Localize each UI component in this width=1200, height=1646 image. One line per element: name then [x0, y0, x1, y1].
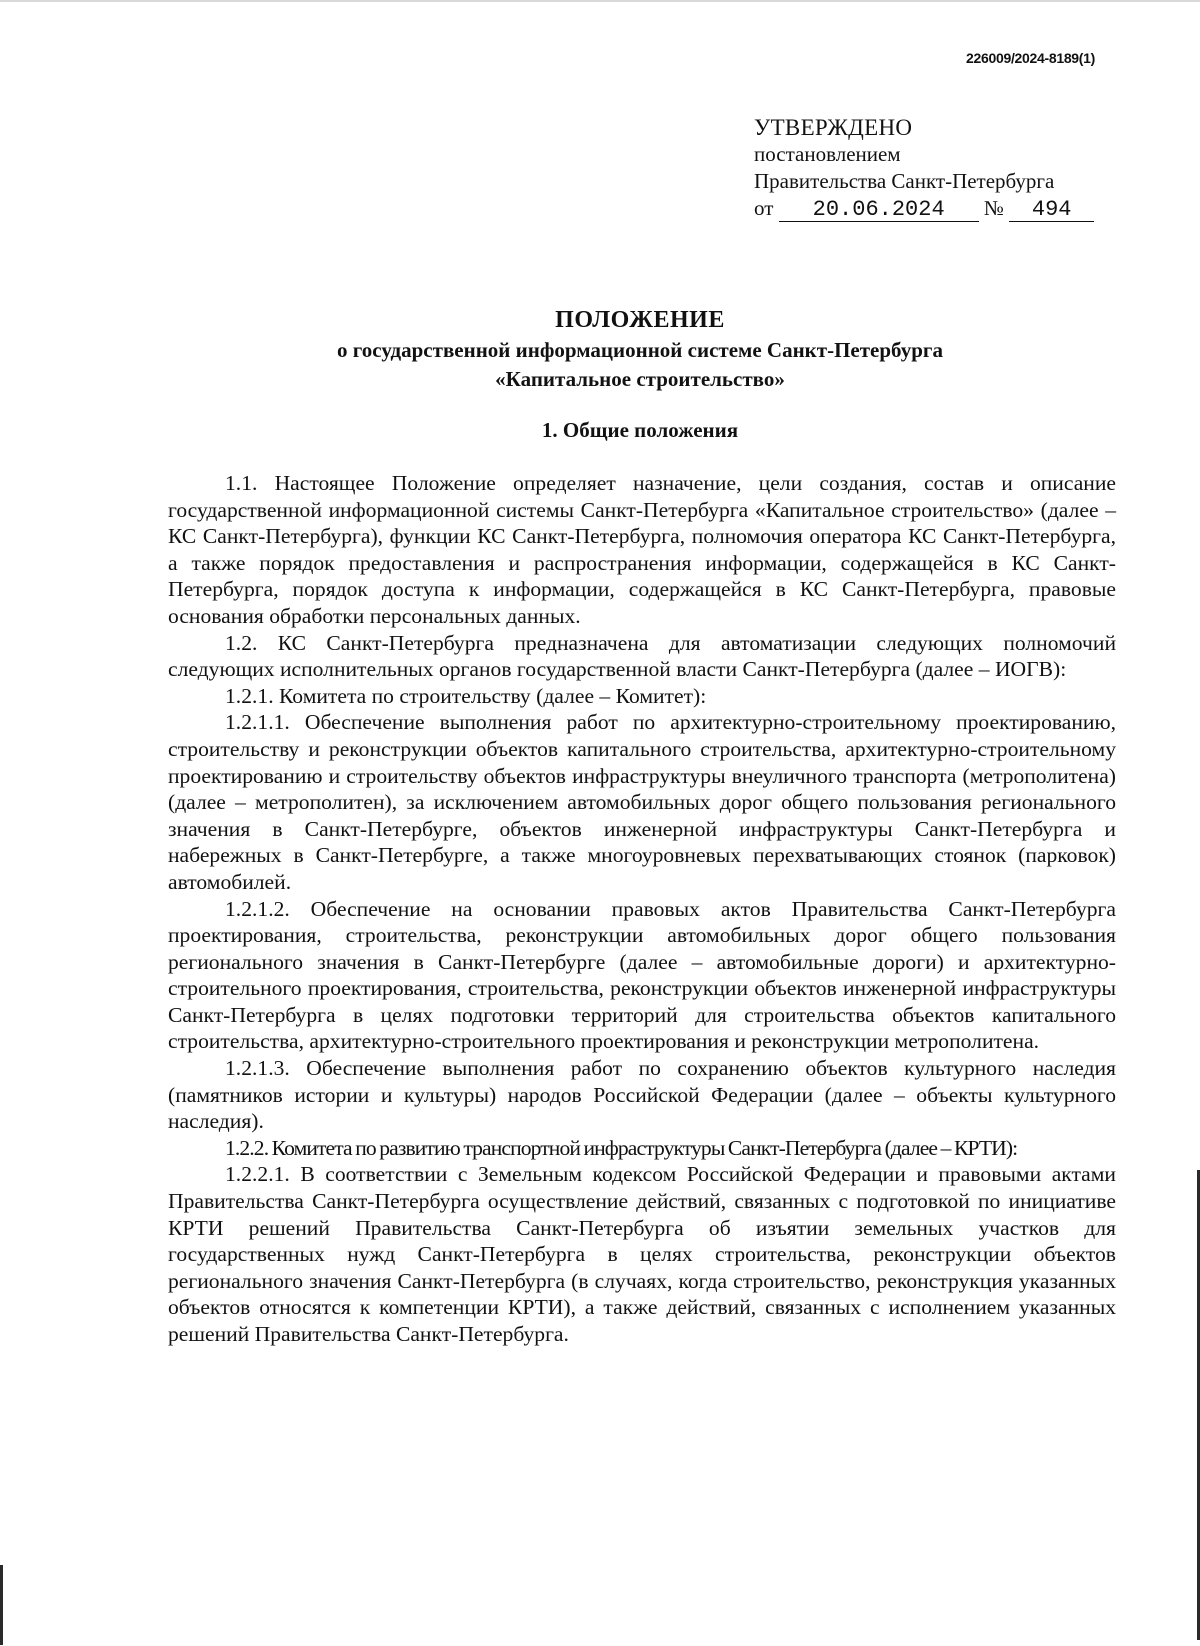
approval-date-line — [754, 195, 1104, 222]
title-line-3: «Капитальное строительство» — [495, 367, 785, 391]
paragraph-1-1: 1.1. Настоящее Положение определяет назначение, цели создания, состав и описание государственной информационной системы Санкт-Петербурга «Капитальное строительство» (далее – КС Санкт-Петербурга), функции КС Санкт-Петербурга, полномочия оператора КС Санкт-Петербурга, а также порядок предоставления и распространения информации, содержащейся в КС Санкт-Петербурга, порядок доступа к информации, содержащейся в КС Санкт-Петербурга, правовые основания обработки персональных данных. — [168, 471, 1116, 628]
document-registration-number: 226009/2024-8189(1) — [966, 50, 1095, 66]
paragraph-1-2-1: 1.2.1. Комитета по строительству (далее – Комитет): — [225, 683, 707, 708]
number-prefix: № — [983, 196, 1004, 220]
approval-block — [754, 114, 1104, 222]
approval-date: 20.06.2024 — [779, 199, 979, 222]
paragraph-1-2-1-3: 1.2.1.3. Обеспечение выполнения работ по сохранению объектов культурного наследия (памятников истории и культуры) народов Российской Федерации (далее – объекты культурного наследия). — [168, 1056, 1116, 1134]
paragraph-1-2-2-1: 1.2.2.1. В соответствии с Земельным кодексом Российской Федерации и правовыми актами Правительства Санкт-Петербурга осуществление действий, связанных с подготовкой по инициативе КРТИ решений Правительства Санкт-Петербурга об изъятии земельных участков для государственных нужд Санкт-Петербурга в целях строительства, реконструкции объектов регионального значения Санкт-Петербурга (в случаях, когда строительство, реконструкция указанных объектов относятся к компетенции КРТИ), а также действий, связанных с исполнением указанных решений Правительства Санкт-Петербурга. — [168, 1162, 1116, 1346]
paragraph-1-2-2: 1.2.2. Комитета по развитию транспортной инфраструктуры Санкт-Петербурга (далее – КРТИ): — [225, 1135, 1018, 1160]
approval-heading: УТВЕРЖДЕНО — [754, 115, 913, 140]
paragraph-1-2-1-2: 1.2.1.2. Обеспечение на основании правовых актов Правительства Санкт-Петербурга проектирования, строительства, реконструкции автомобильных дорог общего пользования регионального значения в Санкт-Петербурге (далее – автомобильные дороги) и архитектурно-строительного проектирования, строительства, реконструкции объектов инженерной инфраструктуры Санкт-Петербурга в целях подготовки территорий для строительства объектов капитального строительства, архитектурно-строительного проектирования и реконструкции метрополитена. — [168, 896, 1116, 1054]
approval-line-2: Правительства Санкт-Петербурга — [754, 169, 1055, 193]
scan-edge-left — [0, 1565, 3, 1645]
approval-number: 494 — [1009, 199, 1094, 222]
document-title — [160, 306, 1120, 394]
document-body — [168, 470, 1116, 1348]
title-line-2: о государственной информационной системе Санкт-Петербурга — [337, 338, 943, 362]
scan-edge-top — [0, 0, 1200, 2]
title-main: ПОЛОЖЕНИЕ — [555, 307, 725, 333]
date-prefix: от — [754, 196, 774, 220]
section-heading: 1. Общие положения — [541, 418, 739, 442]
paragraph-1-2-1-1: 1.2.1.1. Обеспечение выполнения работ по архитектурно-строительному проектированию, строительству и реконструкции объектов капитального строительства, архитектурно-строительному проектированию и строительству объектов инфраструктуры внеуличного транспорта (метрополитена) (далее – метрополитен), за исключением автомобильных дорог общего пользования регионального значения в Санкт-Петербурге, объектов инженерной инфраструктуры Санкт-Петербурга и набережных в Санкт-Петербурге, а также многоуровневых перехватывающих стоянок (парковок) автомобилей. — [168, 710, 1116, 894]
paragraph-1-2: 1.2. КС Санкт-Петербурга предназначена для автоматизации следующих полномочий следующих исполнительных органов государственной власти Санкт-Петербурга (далее – ИОГВ): — [168, 630, 1116, 682]
approval-line-1: постановлением — [754, 142, 901, 166]
